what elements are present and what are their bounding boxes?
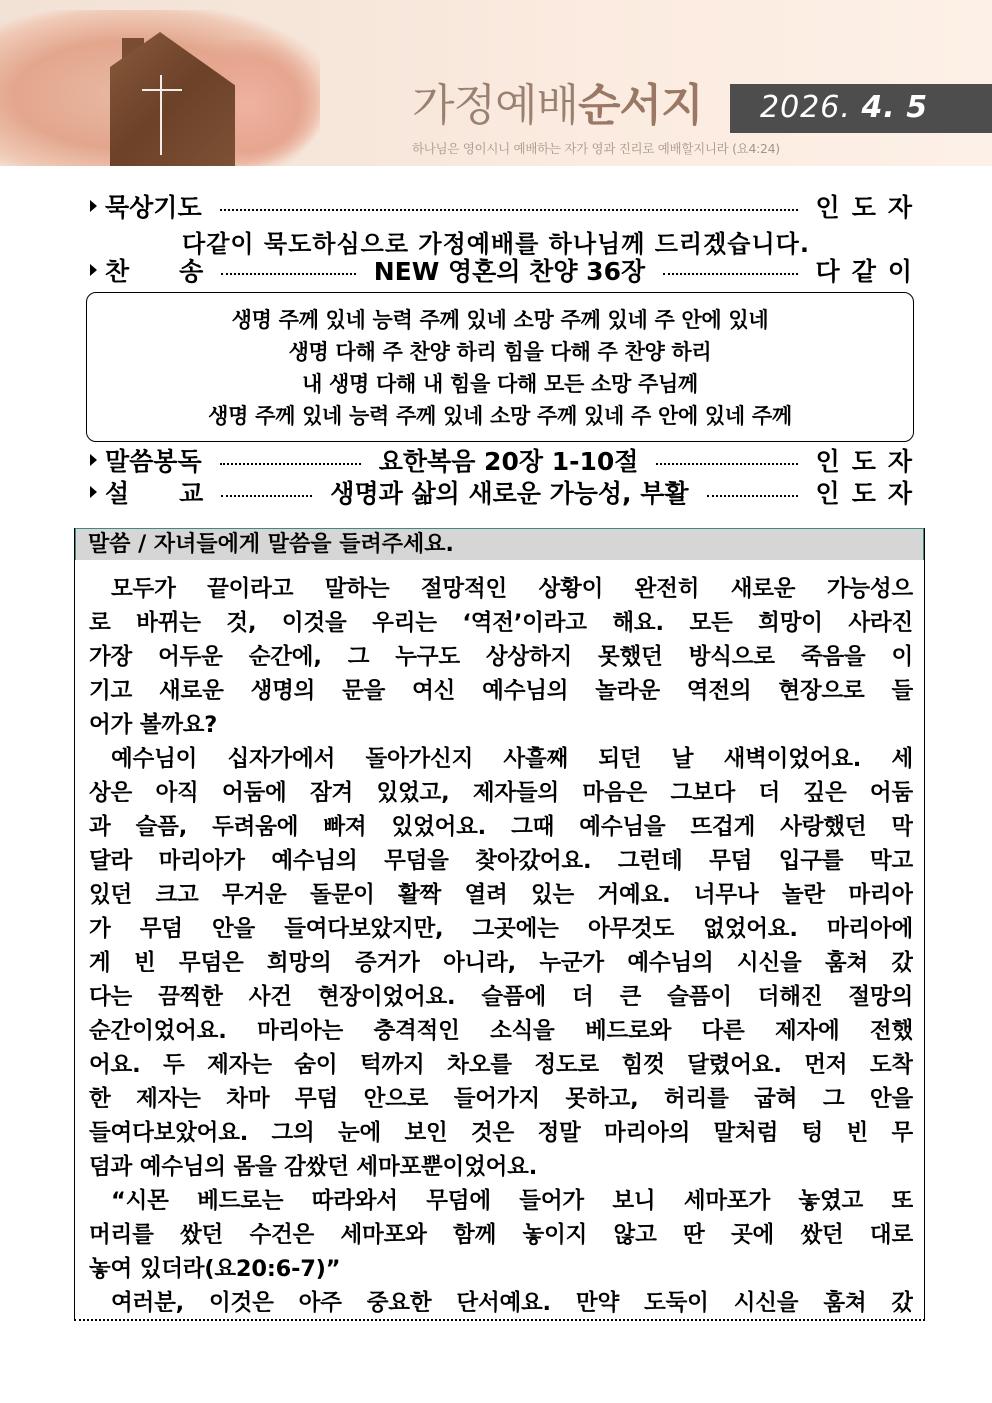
subtitle-verse: 하나님은 영이시니 예배하는 자가 영과 진리로 예배할지니라 (요4:24) — [412, 141, 780, 156]
sermon-line: 예수님이 십자가에서 돌아가신지 사흘째 되던 날 새벽이었어요. 세 — [111, 746, 913, 772]
leader-dots — [221, 273, 355, 275]
sermon-line: 한 제자는 차마 무덤 안으로 들어가지 못하고, 허리를 굽혀 그 안을 — [89, 1086, 913, 1112]
lyric-line: 생명 다해 주 찬양 하리 힘을 다해 주 찬양 하리 — [288, 340, 712, 364]
order-leader: 다같이 — [815, 257, 924, 286]
leader-dots — [220, 463, 361, 465]
order-label: 찬 송 — [105, 257, 204, 286]
sermon-box — [74, 528, 925, 1321]
date-year: 2026. — [760, 90, 851, 125]
sermon-line: 있던 크고 무거운 돌문이 활짝 열려 있는 거예요. 너무나 놀란 마리아 — [89, 882, 913, 908]
order-label: 설 교 — [105, 479, 204, 508]
title-bold: 순서지 — [578, 80, 703, 131]
sermon-line: 달라 마리아가 예수님의 무덤을 찾아갔어요. 그런데 무덤 입구를 막고 — [89, 848, 913, 874]
leader-dots — [663, 273, 797, 275]
order-middle: NEW 영혼의 찬양 36장 — [373, 257, 646, 286]
date-box — [730, 84, 992, 133]
sermon-heading: 말씀 / 자녀들에게 말씀을 들려주세요. — [75, 528, 924, 560]
sermon-line: 어요. 두 제자는 숨이 턱까지 차오를 정도로 힘껏 달렸어요. 먼저 도착 — [89, 1052, 913, 1078]
order-middle: 생명과 삶의 새로운 가능성, 부활 — [330, 479, 689, 508]
sermon-line: 로 바뀌는 것, 이것을 우리는 ‘역전’이라고 해요. 모든 희망이 사라진 — [89, 610, 913, 636]
date-text — [760, 90, 928, 125]
order-middle: 요한복음 20장 1-10절 — [378, 447, 639, 476]
triangle-bullet-icon — [90, 200, 97, 212]
order-leader: 인도자 — [815, 479, 924, 508]
leader-dots — [220, 209, 798, 211]
lyric-line: 생명 주께 있네 능력 주께 있네 소망 주께 있네 주 안에 있네 주께 — [208, 404, 792, 428]
triangle-bullet-icon — [90, 486, 97, 498]
lyric-line: 내 생명 다해 내 힘을 다해 모든 소망 주님께 — [302, 372, 698, 396]
sermon-line: 상은 아직 어둠에 잠겨 있었고, 제자들의 마음은 그보다 더 깊은 어둠 — [89, 780, 913, 806]
cross-icon — [160, 75, 162, 155]
sermon-line: 기고 새로운 생명의 문을 여신 예수님의 놀라운 역전의 현장으로 들 — [89, 678, 913, 704]
sermon-line: 덤과 예수님의 몸을 감쌌던 세마포뿐이었어요. — [89, 1154, 538, 1180]
order-leader: 인도자 — [815, 447, 925, 476]
header-banner — [0, 0, 992, 166]
order-row-hymn — [90, 254, 924, 286]
sermon-line: “시몬 베드로는 따라와서 무덤에 들어가 보니 세마포가 놓였고 또 — [111, 1188, 913, 1214]
order-label: 말씀봉독 — [105, 447, 202, 476]
order-label: 묵상기도 — [105, 193, 202, 222]
sermon-line: 가장 어두운 순간에, 그 누구도 상상하지 못했던 방식으로 죽음을 이 — [89, 644, 913, 670]
cross-icon-bar — [142, 89, 182, 91]
sermon-line: 들여다보았어요. 그의 눈에 보인 것은 정말 마리아의 말처럼 텅 빈 무 — [89, 1120, 913, 1146]
order-row-scripture-reading — [90, 444, 925, 476]
lyric-line: 생명 주께 있네 능력 주께 있네 소망 주께 있네 주 안에 있네 — [231, 308, 769, 332]
triangle-bullet-icon — [90, 264, 97, 276]
order-row-sermon — [90, 476, 924, 508]
sermon-line: 과 슬픔, 두려움에 빠져 있었어요. 그때 예수님을 뜨겁게 사랑했던 막 — [89, 814, 913, 840]
leader-dots — [707, 495, 798, 497]
sermon-line: 다는 끔찍한 사건 현장이었어요. 슬픔에 더 큰 슬픔이 더해진 절망의 — [89, 984, 913, 1010]
order-leader: 인도자 — [815, 193, 924, 222]
hymn-lyrics-box — [86, 292, 914, 442]
date-month: 4. — [861, 90, 896, 125]
sermon-line: 모두가 끝이라고 말하는 절망적인 상황이 완전히 새로운 가능성으 — [111, 576, 913, 602]
triangle-bullet-icon — [90, 454, 97, 466]
order-row-silent-prayer — [90, 190, 924, 222]
sermon-body — [89, 572, 913, 1320]
sermon-line: 게 빈 무덤은 희망의 증거가 아니라, 누군가 예수님의 시신을 훔쳐 갔 — [89, 950, 913, 976]
date-day: 5 — [906, 90, 929, 125]
sermon-line: 가 무덤 안을 들여다보았지만, 그곳에는 아무것도 없었어요. 마리아에 — [89, 916, 913, 942]
sermon-line: 순간이었어요. 마리아는 충격적인 소식을 베드로와 다른 제자에 전했 — [89, 1018, 913, 1044]
title-light: 가정예배 — [412, 80, 579, 131]
sermon-line: 놓여 있더라(요20:6-7)” — [89, 1256, 341, 1282]
page-title — [412, 80, 703, 132]
sermon-line: 여러분, 이것은 아주 중요한 단서예요. 만약 도둑이 시신을 훔쳐 갔 — [111, 1290, 913, 1316]
prayer-text: 다같이 묵도하심으로 가정예배를 하나님께 드리겠습니다. — [182, 230, 810, 258]
leader-dots — [656, 463, 797, 465]
sermon-line: 머리를 쌌던 수건은 세마포와 함께 놓이지 않고 딴 곳에 쌌던 대로 — [89, 1222, 913, 1248]
sermon-line: 어가 볼까요? — [89, 712, 218, 738]
leader-dots — [221, 495, 312, 497]
